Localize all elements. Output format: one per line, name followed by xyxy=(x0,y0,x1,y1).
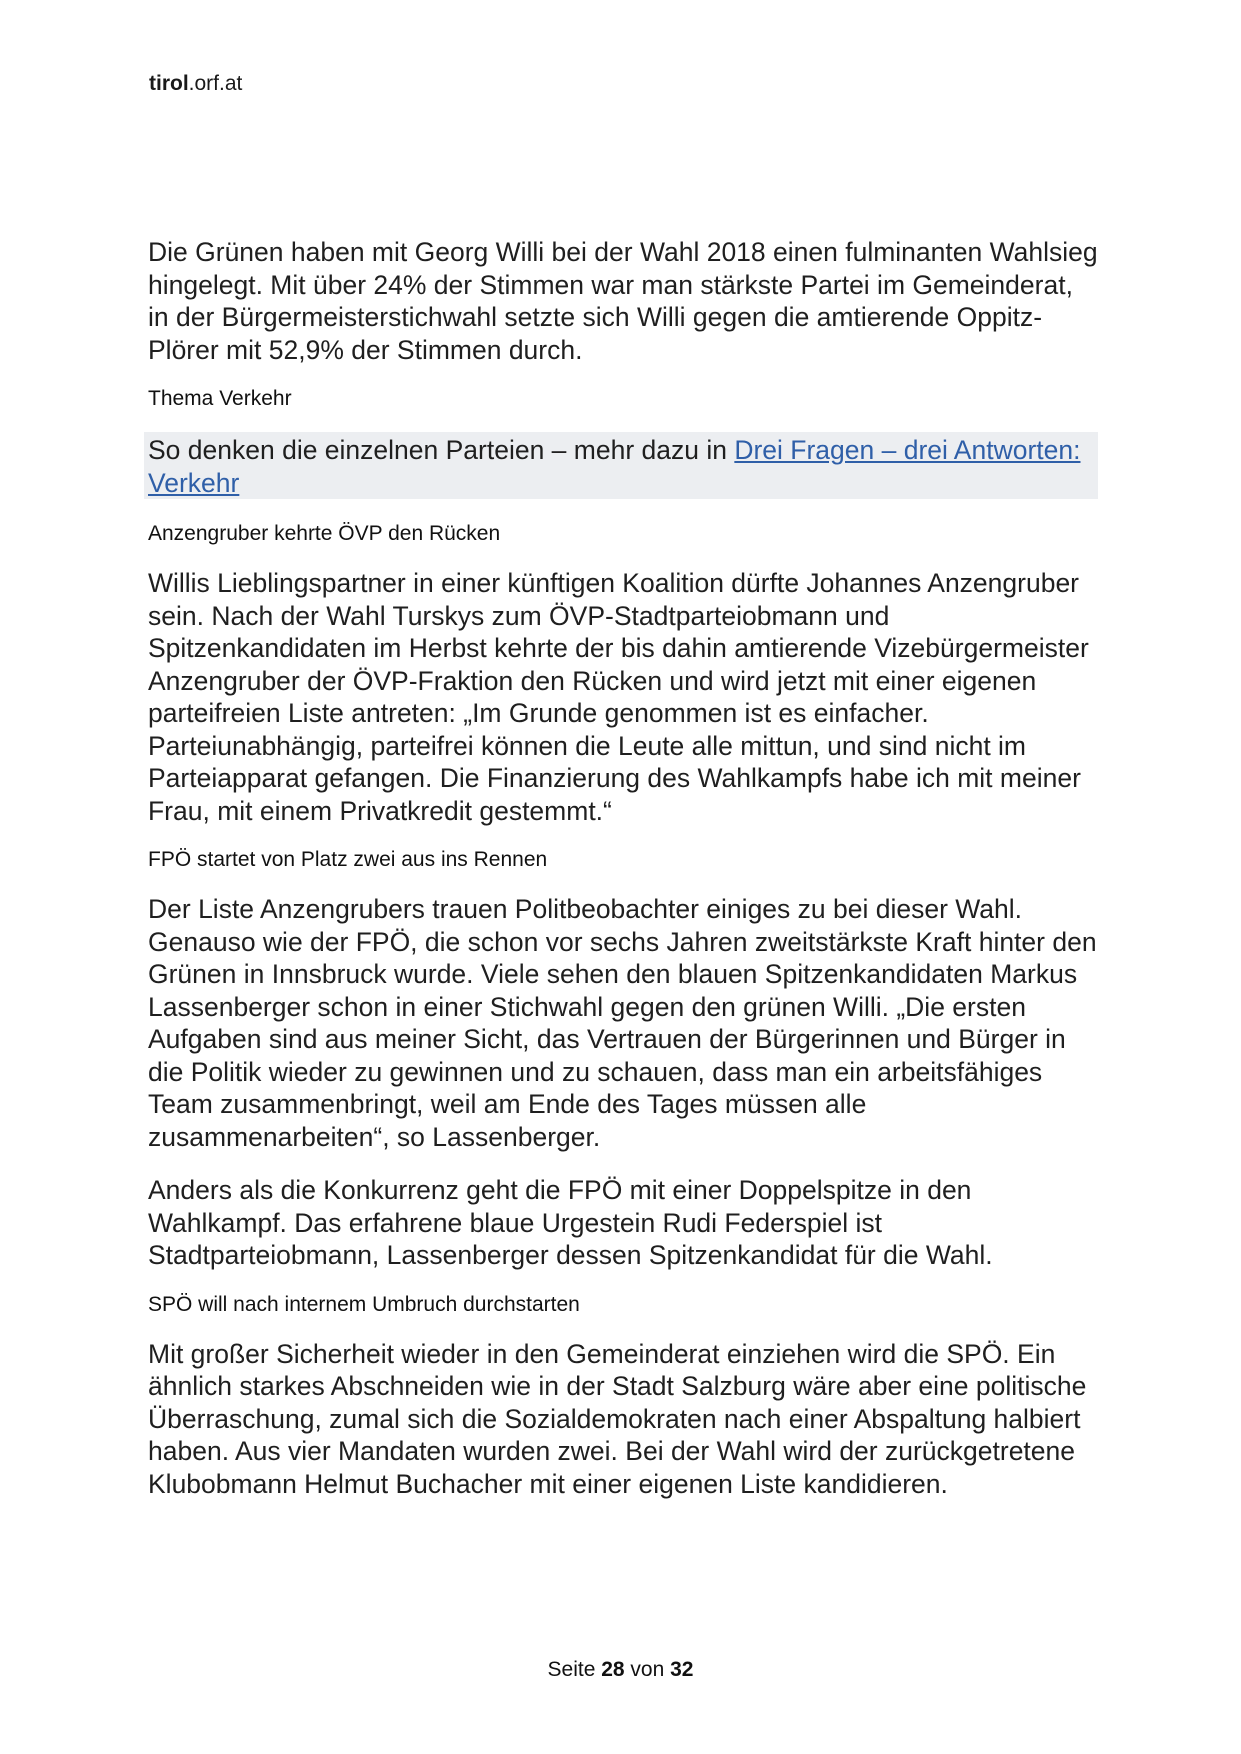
subheading-fpoe: FPÖ startet von Platz zwei aus ins Rennen xyxy=(148,848,548,871)
paragraph-fpoe-lassenberger: Der Liste Anzengrubers trauen Politbeobachter einiges zu bei dieser Wahl. Genauso wie der FPÖ, die schon vor sechs Jahren zweitstärkste Kraft hinter den Grünen in Innsbruck wurde. Viele sehen den blauen Spitzenkandidaten Markus Lassenberger schon in einer Stichwahl gegen den grünen Willi. „Die ersten Aufgaben sind aus meiner Sicht, das Vertrauen der Bürgerinnen und Bürger in die Politik wieder zu gewinnen und zu schauen, dass man ein arbeitsfähiges Team zusammenbringt, weil am Ende des Tages müssen alle zusammenarbeiten“, so Lassenberger. xyxy=(148,894,1097,1152)
site-name-rest: .orf.at xyxy=(188,72,243,95)
related-link-intro: So denken die einzelnen Parteien – mehr dazu in xyxy=(148,435,735,465)
site-name xyxy=(149,72,242,96)
page-number-current: 28 xyxy=(601,1658,625,1681)
paragraph-gruene-wahl-2018: Die Grünen haben mit Georg Willi bei der Wahl 2018 einen fulminanten Wahlsieg hingelegt. Mit über 24% der Stimmen war man stärkste Partei im Gemeinderat, in der Bürgermeisterstichwahl setzte sich Willi gegen die amtierende Oppitz-Plörer mit 52,9% der Stimmen durch. xyxy=(148,237,1098,365)
page-number-middle: von xyxy=(624,1658,671,1681)
link-drei-fragen-verkehr[interactable]: Drei Fragen – drei Antworten: Verkehr xyxy=(148,435,1081,498)
paragraph-spoe: Mit großer Sicherheit wieder in den Gemeinderat einziehen wird die SPÖ. Ein ähnlich starkes Abschneiden wie in der Stadt Salzburg wäre aber eine politische Überraschung, zumal sich die Sozialdemokraten nach einer Abspaltung halbiert haben. Aus vier Mandaten wurden zwei. Bei der Wahl wird der zurückgetretene Klubobmann Helmut Buchacher mit einer eigenen Liste kandidieren. xyxy=(148,1338,1087,1499)
page-number xyxy=(0,1658,1241,1682)
paragraph-fpoe-doppelspitze: Anders als die Konkurrenz geht die FPÖ mit einer Doppelspitze in den Wahlkampf. Das erfahrene blaue Urgestein Rudi Federspiel ist Stadtparteiobmann, Lassenberger dessen Spitzenkandidat für die Wahl. xyxy=(148,1175,993,1270)
page-number-prefix: Seite xyxy=(547,1658,602,1681)
subheading-anzengruber: Anzengruber kehrte ÖVP den Rücken xyxy=(148,522,501,545)
page-number-total: 32 xyxy=(670,1658,694,1681)
article-content xyxy=(148,236,1098,1500)
subheading-spoe: SPÖ will nach internem Umbruch durchstarten xyxy=(148,1292,580,1316)
site-name-bold: tirol xyxy=(149,72,189,95)
subheading-thema-verkehr: Thema Verkehr xyxy=(148,387,292,410)
paragraph-anzengruber: Willis Lieblingspartner in einer künftigen Koalition dürfte Johannes Anzengruber sein. Nach der Wahl Turskys zum ÖVP-Stadtparteiobmann und Spitzenkandidaten im Herbst kehrte der bis dahin amtierende Vizebürgermeister Anzengruber der ÖVP-Fraktion den Rücken und wird jetzt mit einer eigenen parteifreien Liste antreten: „Im Grunde genommen ist es einfacher. Parteiunabhängig, parteifrei können die Leute alle mittun, und sind nicht im Parteiapparat gefangen. Die Finanzierung des Wahlkampfs habe ich mit meiner Frau, mit einem Privatkredit gestemmt.“ xyxy=(148,568,1089,826)
related-link-box xyxy=(144,432,1098,499)
